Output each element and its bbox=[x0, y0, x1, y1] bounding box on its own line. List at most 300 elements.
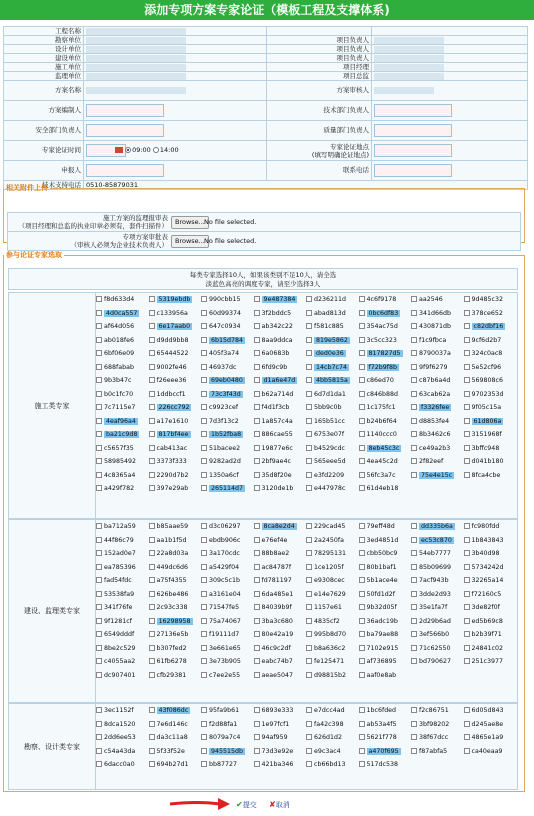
quality-head-input[interactable] bbox=[374, 124, 452, 137]
expert-checkbox[interactable] bbox=[201, 645, 207, 651]
expert-checkbox[interactable] bbox=[254, 523, 260, 529]
expert-option[interactable] bbox=[201, 522, 251, 532]
expert-checkbox[interactable] bbox=[201, 350, 207, 356]
expert-checkbox[interactable] bbox=[464, 721, 470, 727]
expert-option[interactable] bbox=[201, 644, 251, 654]
expert-option[interactable] bbox=[201, 403, 251, 413]
expert-option[interactable] bbox=[96, 484, 146, 494]
expert-checkbox[interactable] bbox=[149, 672, 155, 678]
expert-checkbox[interactable] bbox=[359, 296, 365, 302]
safety-head-input[interactable] bbox=[86, 124, 164, 137]
expert-checkbox[interactable] bbox=[201, 618, 207, 624]
expert-checkbox[interactable] bbox=[464, 591, 470, 597]
expert-option[interactable] bbox=[464, 363, 514, 373]
expert-checkbox[interactable] bbox=[201, 458, 207, 464]
expert-option[interactable] bbox=[306, 522, 356, 532]
expert-option[interactable] bbox=[254, 760, 304, 770]
expert-option[interactable] bbox=[411, 630, 461, 640]
expert-checkbox[interactable] bbox=[411, 472, 417, 478]
expert-checkbox[interactable] bbox=[359, 591, 365, 597]
expert-checkbox[interactable] bbox=[201, 391, 207, 397]
expert-checkbox[interactable] bbox=[306, 472, 312, 478]
expert-option[interactable] bbox=[306, 390, 356, 400]
expert-checkbox[interactable] bbox=[96, 431, 102, 437]
expert-option[interactable] bbox=[359, 471, 409, 481]
expert-option[interactable] bbox=[306, 657, 356, 667]
expert-checkbox[interactable] bbox=[306, 337, 312, 343]
expert-option[interactable] bbox=[359, 336, 409, 346]
expert-option[interactable] bbox=[96, 309, 146, 319]
expert-option[interactable] bbox=[201, 471, 251, 481]
browse-button[interactable]: Browse... bbox=[171, 235, 209, 248]
expert-checkbox[interactable] bbox=[359, 672, 365, 678]
expert-option[interactable] bbox=[149, 590, 199, 600]
expert-checkbox[interactable] bbox=[96, 296, 102, 302]
expert-checkbox[interactable] bbox=[359, 404, 365, 410]
expert-option[interactable] bbox=[359, 417, 409, 427]
expert-checkbox[interactable] bbox=[359, 458, 365, 464]
expert-checkbox[interactable] bbox=[254, 350, 260, 356]
expert-option[interactable] bbox=[254, 390, 304, 400]
expert-checkbox[interactable] bbox=[464, 472, 470, 478]
expert-option[interactable] bbox=[359, 590, 409, 600]
expert-option[interactable] bbox=[359, 390, 409, 400]
expert-option[interactable] bbox=[149, 603, 199, 613]
expert-option[interactable] bbox=[149, 444, 199, 454]
expert-option[interactable] bbox=[149, 522, 199, 532]
expert-checkbox[interactable] bbox=[201, 734, 207, 740]
expert-option[interactable] bbox=[149, 430, 199, 440]
expert-checkbox[interactable] bbox=[359, 485, 365, 491]
expert-option[interactable] bbox=[359, 603, 409, 613]
expert-checkbox[interactable] bbox=[149, 296, 155, 302]
expert-option[interactable] bbox=[149, 644, 199, 654]
expert-option[interactable] bbox=[149, 322, 199, 332]
expert-checkbox[interactable] bbox=[96, 323, 102, 329]
review-place-input[interactable] bbox=[374, 144, 452, 157]
expert-checkbox[interactable] bbox=[201, 323, 207, 329]
expert-option[interactable] bbox=[201, 295, 251, 305]
expert-checkbox[interactable] bbox=[464, 418, 470, 424]
expert-checkbox[interactable] bbox=[306, 323, 312, 329]
expert-checkbox[interactable] bbox=[306, 350, 312, 356]
expert-option[interactable] bbox=[149, 336, 199, 346]
expert-option[interactable] bbox=[306, 403, 356, 413]
expert-option[interactable] bbox=[254, 522, 304, 532]
expert-option[interactable] bbox=[149, 760, 199, 770]
expert-option[interactable] bbox=[96, 760, 146, 770]
expert-checkbox[interactable] bbox=[254, 404, 260, 410]
expert-option[interactable] bbox=[96, 590, 146, 600]
expert-option[interactable] bbox=[254, 706, 304, 716]
expert-checkbox[interactable] bbox=[96, 550, 102, 556]
expert-checkbox[interactable] bbox=[411, 721, 417, 727]
expert-checkbox[interactable] bbox=[359, 431, 365, 437]
expert-option[interactable] bbox=[359, 309, 409, 319]
expert-checkbox[interactable] bbox=[411, 577, 417, 583]
expert-checkbox[interactable] bbox=[96, 618, 102, 624]
expert-checkbox[interactable] bbox=[96, 604, 102, 610]
expert-checkbox[interactable] bbox=[359, 721, 365, 727]
expert-checkbox[interactable] bbox=[254, 631, 260, 637]
expert-option[interactable] bbox=[96, 671, 146, 681]
expert-checkbox[interactable] bbox=[254, 618, 260, 624]
expert-checkbox[interactable] bbox=[411, 604, 417, 610]
expert-option[interactable] bbox=[306, 576, 356, 586]
expert-checkbox[interactable] bbox=[306, 748, 312, 754]
expert-option[interactable] bbox=[359, 549, 409, 559]
expert-checkbox[interactable] bbox=[359, 707, 365, 713]
expert-option[interactable] bbox=[96, 644, 146, 654]
expert-checkbox[interactable] bbox=[464, 445, 470, 451]
time-radio-1400[interactable] bbox=[153, 147, 159, 153]
expert-checkbox[interactable] bbox=[411, 748, 417, 754]
expert-checkbox[interactable] bbox=[306, 296, 312, 302]
expert-option[interactable] bbox=[96, 563, 146, 573]
expert-option[interactable] bbox=[359, 671, 409, 681]
expert-option[interactable] bbox=[201, 536, 251, 546]
expert-checkbox[interactable] bbox=[149, 458, 155, 464]
expert-checkbox[interactable] bbox=[411, 364, 417, 370]
expert-option[interactable] bbox=[464, 390, 514, 400]
expert-option[interactable] bbox=[306, 322, 356, 332]
expert-option[interactable] bbox=[201, 590, 251, 600]
expert-checkbox[interactable] bbox=[464, 391, 470, 397]
expert-option[interactable] bbox=[96, 747, 146, 757]
expert-checkbox[interactable] bbox=[149, 377, 155, 383]
expert-option[interactable] bbox=[149, 309, 199, 319]
expert-checkbox[interactable] bbox=[96, 523, 102, 529]
expert-checkbox[interactable] bbox=[306, 364, 312, 370]
expert-checkbox[interactable] bbox=[201, 658, 207, 664]
expert-option[interactable] bbox=[464, 295, 514, 305]
expert-checkbox[interactable] bbox=[464, 604, 470, 610]
expert-checkbox[interactable] bbox=[254, 323, 260, 329]
expert-option[interactable] bbox=[149, 549, 199, 559]
expert-option[interactable] bbox=[149, 563, 199, 573]
expert-checkbox[interactable] bbox=[464, 577, 470, 583]
expert-option[interactable] bbox=[254, 549, 304, 559]
expert-option[interactable] bbox=[254, 671, 304, 681]
expert-option[interactable] bbox=[96, 322, 146, 332]
expert-option[interactable] bbox=[306, 720, 356, 730]
expert-checkbox[interactable] bbox=[411, 550, 417, 556]
expert-checkbox[interactable] bbox=[254, 458, 260, 464]
expert-checkbox[interactable] bbox=[149, 404, 155, 410]
expert-option[interactable] bbox=[411, 590, 461, 600]
expert-checkbox[interactable] bbox=[96, 658, 102, 664]
plan-author-input[interactable] bbox=[86, 104, 164, 117]
expert-checkbox[interactable] bbox=[306, 564, 312, 570]
expert-checkbox[interactable] bbox=[359, 761, 365, 767]
expert-option[interactable] bbox=[201, 657, 251, 667]
expert-option[interactable] bbox=[201, 549, 251, 559]
expert-option[interactable] bbox=[306, 706, 356, 716]
expert-checkbox[interactable] bbox=[411, 431, 417, 437]
expert-option[interactable] bbox=[411, 336, 461, 346]
expert-checkbox[interactable] bbox=[411, 523, 417, 529]
expert-checkbox[interactable] bbox=[359, 577, 365, 583]
expert-checkbox[interactable] bbox=[464, 523, 470, 529]
expert-checkbox[interactable] bbox=[411, 296, 417, 302]
expert-checkbox[interactable] bbox=[96, 761, 102, 767]
expert-checkbox[interactable] bbox=[201, 604, 207, 610]
expert-checkbox[interactable] bbox=[149, 445, 155, 451]
expert-option[interactable] bbox=[96, 617, 146, 627]
expert-option[interactable] bbox=[306, 376, 356, 386]
expert-checkbox[interactable] bbox=[306, 485, 312, 491]
expert-checkbox[interactable] bbox=[359, 377, 365, 383]
expert-checkbox[interactable] bbox=[149, 418, 155, 424]
expert-option[interactable] bbox=[464, 376, 514, 386]
expert-checkbox[interactable] bbox=[201, 591, 207, 597]
expert-option[interactable] bbox=[359, 457, 409, 467]
expert-checkbox[interactable] bbox=[306, 721, 312, 727]
expert-checkbox[interactable] bbox=[464, 734, 470, 740]
expert-option[interactable] bbox=[306, 444, 356, 454]
expert-checkbox[interactable] bbox=[201, 564, 207, 570]
expert-option[interactable] bbox=[149, 617, 199, 627]
expert-option[interactable] bbox=[254, 657, 304, 667]
expert-checkbox[interactable] bbox=[464, 564, 470, 570]
expert-option[interactable] bbox=[359, 322, 409, 332]
expert-option[interactable] bbox=[464, 457, 514, 467]
expert-checkbox[interactable] bbox=[306, 631, 312, 637]
expert-checkbox[interactable] bbox=[306, 672, 312, 678]
expert-checkbox[interactable] bbox=[464, 404, 470, 410]
expert-option[interactable] bbox=[254, 733, 304, 743]
expert-checkbox[interactable] bbox=[306, 707, 312, 713]
expert-option[interactable] bbox=[201, 733, 251, 743]
expert-checkbox[interactable] bbox=[306, 404, 312, 410]
expert-checkbox[interactable] bbox=[201, 296, 207, 302]
expert-option[interactable] bbox=[96, 444, 146, 454]
expert-checkbox[interactable] bbox=[254, 377, 260, 383]
expert-checkbox[interactable] bbox=[254, 310, 260, 316]
expert-checkbox[interactable] bbox=[96, 337, 102, 343]
expert-checkbox[interactable] bbox=[149, 658, 155, 664]
expert-option[interactable] bbox=[411, 363, 461, 373]
expert-option[interactable] bbox=[149, 363, 199, 373]
expert-option[interactable] bbox=[464, 644, 514, 654]
expert-option[interactable] bbox=[96, 549, 146, 559]
expert-checkbox[interactable] bbox=[149, 391, 155, 397]
expert-checkbox[interactable] bbox=[96, 564, 102, 570]
expert-checkbox[interactable] bbox=[411, 631, 417, 637]
expert-option[interactable] bbox=[201, 417, 251, 427]
expert-option[interactable] bbox=[96, 522, 146, 532]
expert-checkbox[interactable] bbox=[201, 445, 207, 451]
expert-checkbox[interactable] bbox=[359, 645, 365, 651]
expert-option[interactable] bbox=[96, 733, 146, 743]
expert-option[interactable] bbox=[464, 471, 514, 481]
expert-option[interactable] bbox=[306, 603, 356, 613]
expert-checkbox[interactable] bbox=[359, 734, 365, 740]
expert-option[interactable] bbox=[306, 349, 356, 359]
expert-option[interactable] bbox=[411, 444, 461, 454]
expert-checkbox[interactable] bbox=[149, 431, 155, 437]
expert-option[interactable] bbox=[411, 657, 461, 667]
expert-option[interactable] bbox=[96, 720, 146, 730]
expert-checkbox[interactable] bbox=[149, 485, 155, 491]
expert-checkbox[interactable] bbox=[96, 577, 102, 583]
expert-option[interactable] bbox=[306, 471, 356, 481]
expert-option[interactable] bbox=[464, 720, 514, 730]
expert-option[interactable] bbox=[411, 603, 461, 613]
expert-checkbox[interactable] bbox=[254, 748, 260, 754]
expert-option[interactable] bbox=[359, 617, 409, 627]
expert-checkbox[interactable] bbox=[411, 658, 417, 664]
expert-checkbox[interactable] bbox=[306, 310, 312, 316]
expert-checkbox[interactable] bbox=[411, 564, 417, 570]
expert-checkbox[interactable] bbox=[359, 445, 365, 451]
expert-option[interactable] bbox=[306, 733, 356, 743]
expert-option[interactable] bbox=[96, 576, 146, 586]
expert-checkbox[interactable] bbox=[359, 391, 365, 397]
expert-checkbox[interactable] bbox=[254, 734, 260, 740]
expert-checkbox[interactable] bbox=[464, 707, 470, 713]
expert-checkbox[interactable] bbox=[411, 618, 417, 624]
expert-checkbox[interactable] bbox=[149, 591, 155, 597]
expert-checkbox[interactable] bbox=[306, 458, 312, 464]
time-radio-0900[interactable] bbox=[125, 147, 131, 153]
expert-checkbox[interactable] bbox=[96, 350, 102, 356]
expert-option[interactable] bbox=[359, 644, 409, 654]
expert-option[interactable] bbox=[306, 671, 356, 681]
expert-checkbox[interactable] bbox=[96, 472, 102, 478]
expert-option[interactable] bbox=[96, 336, 146, 346]
expert-option[interactable] bbox=[306, 363, 356, 373]
expert-option[interactable] bbox=[254, 309, 304, 319]
expert-checkbox[interactable] bbox=[254, 431, 260, 437]
expert-option[interactable] bbox=[306, 336, 356, 346]
expert-checkbox[interactable] bbox=[359, 550, 365, 556]
expert-option[interactable] bbox=[149, 747, 199, 757]
expert-checkbox[interactable] bbox=[464, 631, 470, 637]
expert-option[interactable] bbox=[201, 457, 251, 467]
expert-option[interactable] bbox=[201, 390, 251, 400]
expert-checkbox[interactable] bbox=[149, 564, 155, 570]
expert-checkbox[interactable] bbox=[359, 418, 365, 424]
expert-option[interactable] bbox=[254, 322, 304, 332]
expert-option[interactable] bbox=[149, 417, 199, 427]
expert-checkbox[interactable] bbox=[96, 707, 102, 713]
expert-option[interactable] bbox=[201, 322, 251, 332]
expert-option[interactable] bbox=[96, 706, 146, 716]
expert-option[interactable] bbox=[306, 630, 356, 640]
tech-head-input[interactable] bbox=[374, 104, 452, 117]
expert-checkbox[interactable] bbox=[464, 618, 470, 624]
expert-checkbox[interactable] bbox=[306, 445, 312, 451]
expert-option[interactable] bbox=[411, 390, 461, 400]
expert-option[interactable] bbox=[359, 295, 409, 305]
expert-option[interactable] bbox=[254, 336, 304, 346]
expert-checkbox[interactable] bbox=[201, 550, 207, 556]
expert-checkbox[interactable] bbox=[96, 645, 102, 651]
expert-checkbox[interactable] bbox=[254, 485, 260, 491]
expert-checkbox[interactable] bbox=[464, 377, 470, 383]
expert-checkbox[interactable] bbox=[306, 618, 312, 624]
expert-option[interactable] bbox=[254, 536, 304, 546]
expert-option[interactable] bbox=[149, 349, 199, 359]
expert-checkbox[interactable] bbox=[306, 604, 312, 610]
expert-option[interactable] bbox=[201, 309, 251, 319]
expert-option[interactable] bbox=[254, 295, 304, 305]
expert-option[interactable] bbox=[359, 706, 409, 716]
cancel-button[interactable]: ✘取消 bbox=[269, 800, 290, 809]
expert-option[interactable] bbox=[411, 706, 461, 716]
expert-checkbox[interactable] bbox=[254, 418, 260, 424]
expert-checkbox[interactable] bbox=[306, 761, 312, 767]
expert-checkbox[interactable] bbox=[411, 310, 417, 316]
expert-option[interactable] bbox=[201, 747, 251, 757]
expert-option[interactable] bbox=[464, 403, 514, 413]
expert-checkbox[interactable] bbox=[201, 404, 207, 410]
expert-option[interactable] bbox=[96, 430, 146, 440]
expert-option[interactable] bbox=[96, 630, 146, 640]
expert-checkbox[interactable] bbox=[149, 748, 155, 754]
expert-option[interactable] bbox=[464, 349, 514, 359]
expert-option[interactable] bbox=[149, 295, 199, 305]
expert-option[interactable] bbox=[306, 309, 356, 319]
expert-option[interactable] bbox=[96, 349, 146, 359]
expert-checkbox[interactable] bbox=[306, 537, 312, 543]
expert-checkbox[interactable] bbox=[201, 761, 207, 767]
expert-checkbox[interactable] bbox=[359, 537, 365, 543]
expert-checkbox[interactable] bbox=[254, 391, 260, 397]
expert-option[interactable] bbox=[96, 417, 146, 427]
expert-option[interactable] bbox=[96, 403, 146, 413]
expert-option[interactable] bbox=[96, 390, 146, 400]
expert-option[interactable] bbox=[96, 376, 146, 386]
expert-option[interactable] bbox=[306, 417, 356, 427]
expert-checkbox[interactable] bbox=[96, 391, 102, 397]
expert-checkbox[interactable] bbox=[464, 364, 470, 370]
expert-checkbox[interactable] bbox=[464, 431, 470, 437]
expert-option[interactable] bbox=[149, 630, 199, 640]
expert-option[interactable] bbox=[464, 417, 514, 427]
expert-option[interactable] bbox=[464, 630, 514, 640]
expert-option[interactable] bbox=[201, 336, 251, 346]
expert-checkbox[interactable] bbox=[359, 310, 365, 316]
expert-option[interactable] bbox=[464, 617, 514, 627]
expert-checkbox[interactable] bbox=[201, 431, 207, 437]
expert-checkbox[interactable] bbox=[464, 296, 470, 302]
expert-checkbox[interactable] bbox=[306, 658, 312, 664]
expert-option[interactable] bbox=[464, 536, 514, 546]
expert-checkbox[interactable] bbox=[359, 472, 365, 478]
expert-option[interactable] bbox=[411, 576, 461, 586]
expert-option[interactable] bbox=[254, 720, 304, 730]
expert-checkbox[interactable] bbox=[96, 310, 102, 316]
expert-option[interactable] bbox=[359, 747, 409, 757]
expert-option[interactable] bbox=[96, 363, 146, 373]
expert-checkbox[interactable] bbox=[149, 577, 155, 583]
expert-option[interactable] bbox=[306, 430, 356, 440]
expert-checkbox[interactable] bbox=[359, 618, 365, 624]
expert-option[interactable] bbox=[254, 644, 304, 654]
expert-option[interactable] bbox=[254, 363, 304, 373]
expert-checkbox[interactable] bbox=[254, 721, 260, 727]
expert-checkbox[interactable] bbox=[149, 645, 155, 651]
expert-option[interactable] bbox=[149, 457, 199, 467]
expert-option[interactable] bbox=[96, 457, 146, 467]
expert-checkbox[interactable] bbox=[149, 364, 155, 370]
expert-checkbox[interactable] bbox=[464, 537, 470, 543]
expert-checkbox[interactable] bbox=[201, 748, 207, 754]
expert-checkbox[interactable] bbox=[411, 418, 417, 424]
expert-checkbox[interactable] bbox=[149, 734, 155, 740]
